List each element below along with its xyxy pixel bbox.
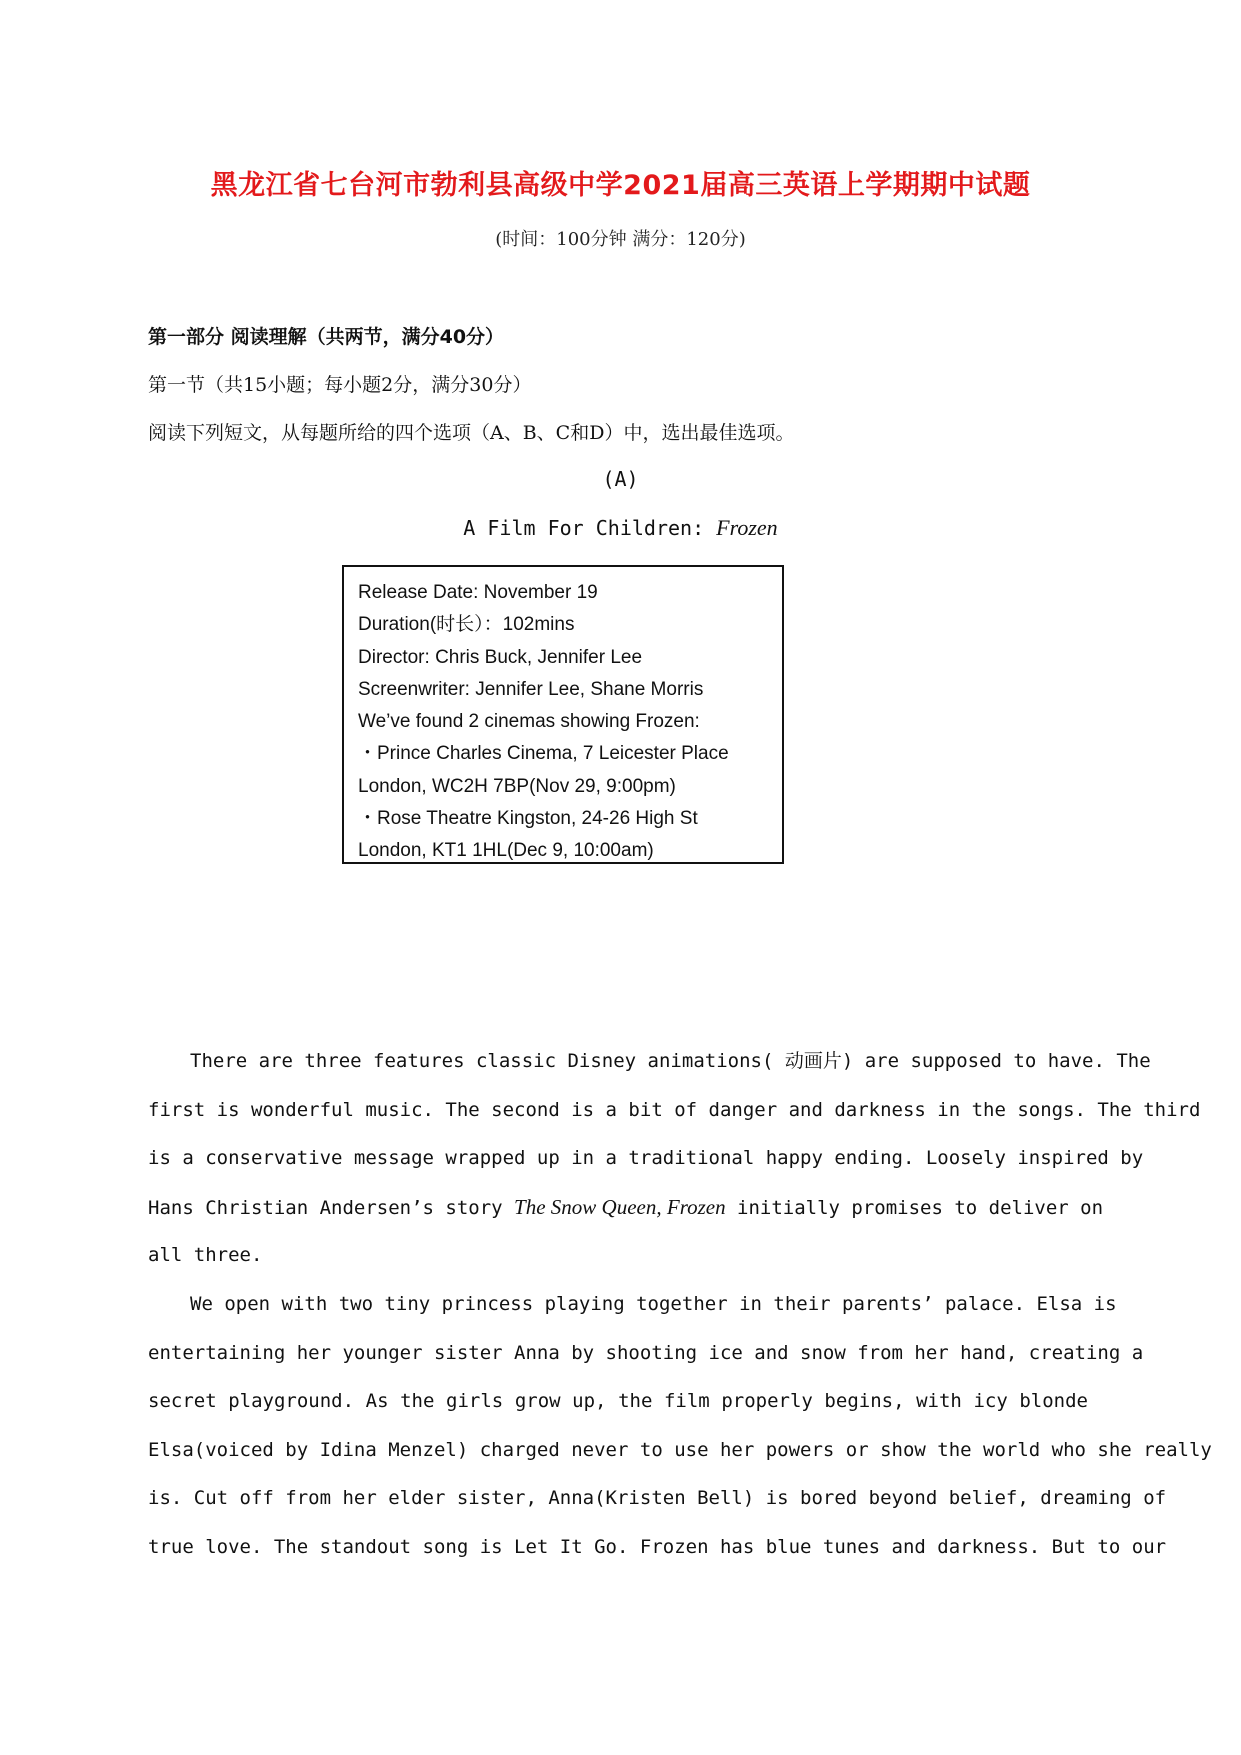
passage-label: (A) <box>602 467 639 491</box>
paragraph-line: We open with two tiny princess playing together in their parents’ palace. Elsa is <box>190 1293 1117 1315</box>
passage-title-prefix: A Film For Children: <box>463 516 717 540</box>
instruction-text: 阅读下列短文，从每题所给的四个选项（A、B、C和D）中，选出最佳选项。 <box>148 422 795 444</box>
paragraph-1 <box>148 1037 1201 1280</box>
paragraph-2 <box>148 1280 1212 1572</box>
passage-title <box>0 515 1241 541</box>
info-line: London, KT1 1HL(Dec 9, 10:00am) <box>358 840 654 862</box>
paragraph-line <box>148 1183 1104 1232</box>
story-title: The Snow Queen, Frozen <box>514 1194 726 1219</box>
paragraph-line: is a conservative message wrapped up in a traditional happy ending. Loosely inspired by <box>148 1147 1144 1170</box>
passage-title-film: Frozen <box>716 515 778 540</box>
part-heading: 第一部分 阅读理解（共两节，满分40分） <box>148 326 505 348</box>
paragraph-line: is. Cut off from her elder sister, Anna(Kristen Bell) is bored beyond belief, dreaming of <box>148 1487 1167 1510</box>
paragraph-line: entertaining her younger sister Anna by shooting ice and snow from her hand, creating a <box>148 1341 1144 1364</box>
paragraph-line: secret playground. As the girls grow up, the film properly begins, with icy blonde <box>148 1390 1088 1413</box>
info-line: Release Date: November 19 <box>358 582 598 603</box>
paragraph-line: true love. The standout song is Let It Go. Frozen has blue tunes and darkness. But to our <box>148 1535 1167 1558</box>
info-line: ・Prince Charles Cinema, 7 Leicester Place <box>358 743 729 765</box>
film-info-box <box>342 565 784 864</box>
info-line: Screenwriter: Jennifer Lee, Shane Morris <box>358 678 704 700</box>
paragraph-line: all three. <box>148 1244 263 1267</box>
info-line: Duration(时长）：102mins <box>358 614 575 636</box>
section-heading: 第一节（共15小题；每小题2分，满分30分） <box>148 374 532 396</box>
info-line: We’ve found 2 cinemas showing Frozen: <box>358 711 700 733</box>
paragraph-line: There are three features classic Disney animations( 动画片) are supposed to have. The <box>190 1050 1151 1072</box>
paragraph-line: Elsa(voiced by Idina Menzel) charged never to use her powers or show the world who she really <box>148 1438 1212 1461</box>
paragraph-text: Hans Christian Andersen’s story <box>148 1196 515 1219</box>
info-line: Director: Chris Buck, Jennifer Lee <box>358 646 643 668</box>
paragraph-line: first is wonderful music. The second is a bit of danger and darkness in the songs. The third <box>148 1098 1201 1121</box>
paragraph-text: initially promises to deliver on <box>725 1196 1104 1219</box>
exam-time-score: (时间：100分钟 满分：120分) <box>495 229 746 250</box>
info-line: London, WC2H 7BP(Nov 29, 9:00pm) <box>358 775 676 797</box>
info-line: ・Rose Theatre Kingston, 24-26 High St <box>358 808 698 830</box>
document-title: 黑龙江省七台河市勃利县高级中学2021届高三英语上学期期中试题 <box>210 170 1031 201</box>
